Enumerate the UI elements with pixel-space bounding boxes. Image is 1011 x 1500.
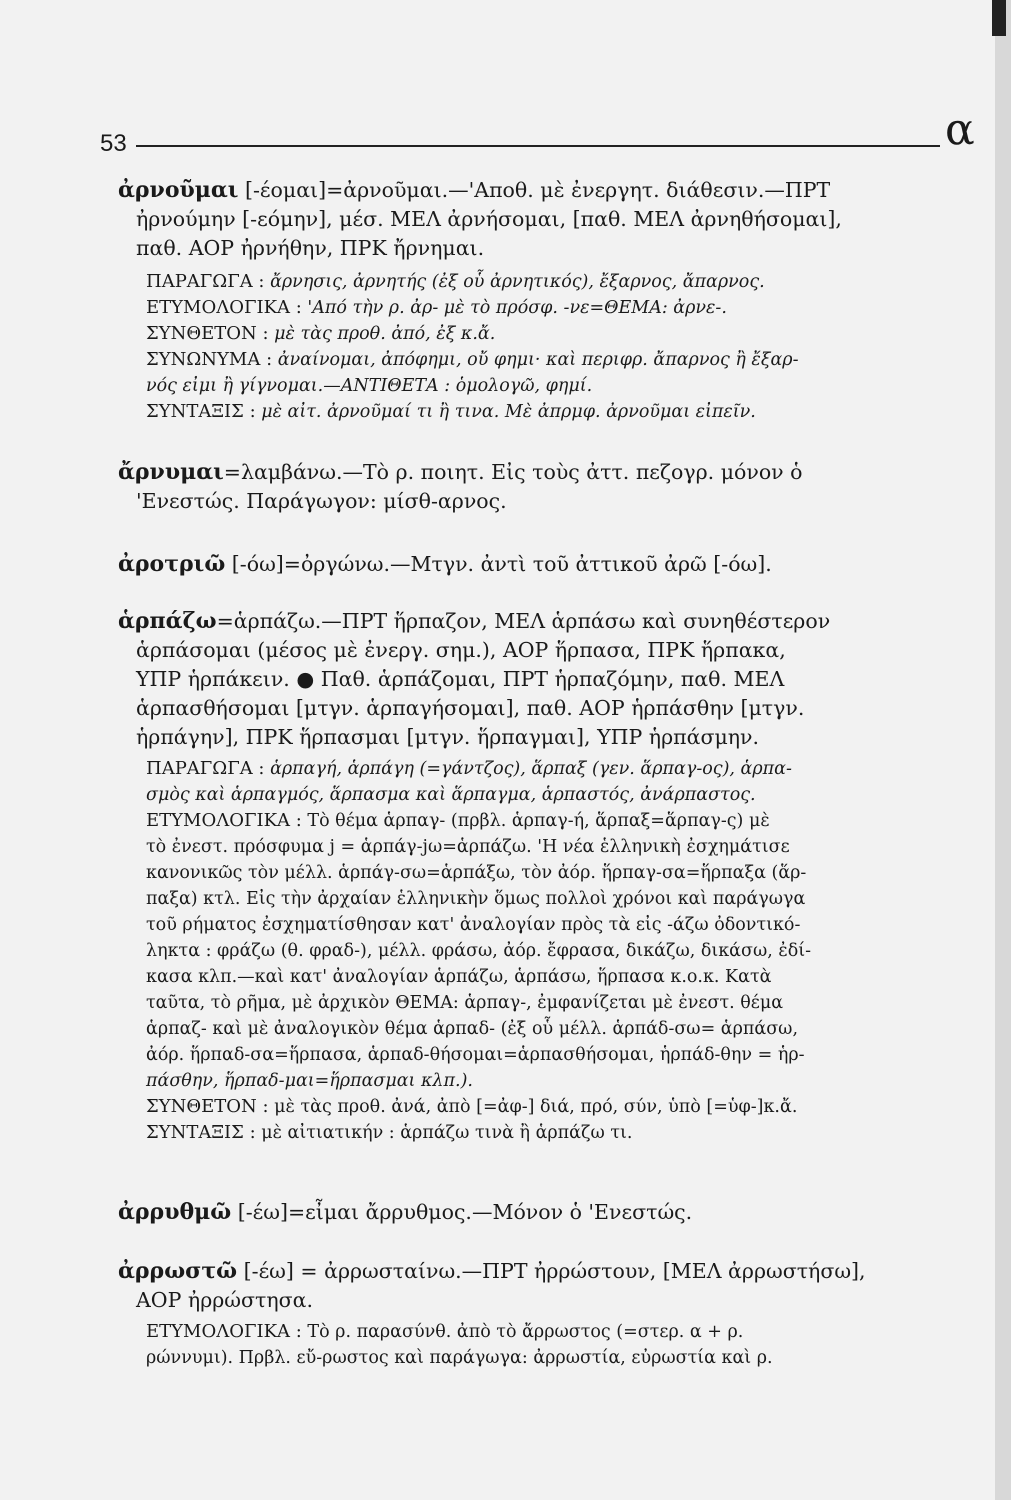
sub-label: ΣΥΝΤΑΞΙΣ : [146, 1122, 256, 1143]
sub-line [118, 964, 898, 990]
entry-line [118, 1257, 898, 1286]
entry-arotrio [118, 550, 898, 579]
sub-line [118, 782, 898, 808]
sub-text: μὲ αἰτιατικήν : ἁρπάζω τινὰ ἢ ἁρπάζω τι. [261, 1123, 633, 1143]
entry-arrosto [118, 1257, 898, 1371]
entry-line: ΑΟΡ ἠρρώστησα. [136, 1288, 313, 1312]
sub-line [118, 1068, 898, 1094]
entry-line [118, 1198, 898, 1227]
sub-text: νός εἰμι ἢ γίγνομαι.—ΑΝΤΙΘΕΤΑ : ὁμολογῶ, φημί. [146, 376, 593, 396]
entry-line [118, 458, 898, 487]
sub-text: σμὸς καὶ ἁρπαγμός, ἅρπασμα καὶ ἅρπαγμα, ἁρπαστός, ἀνάρπαστος. [146, 785, 756, 805]
sub-line [118, 295, 898, 321]
sub-label: ΠΑΡΑΓΩΓΑ : [146, 271, 265, 292]
sub-text: μὲ τὰς προθ. ἀνά, ἀπὸ [=ἀφ-] διά, πρό, σύν, ὑπὸ [=ὑφ-]κ.ἄ. [274, 1097, 798, 1117]
sub-line [118, 834, 898, 860]
page-header [100, 104, 975, 164]
sub-text: τὸ ἐνεστ. πρόσφυμα j = ἁρπάγ-jω=ἁρπάζω. 'Η νέα ἑλληνικὴ ἐσχημάτισε [146, 837, 790, 857]
page-number: 53 [100, 130, 127, 157]
sub-line [118, 1094, 898, 1120]
sub-line [118, 1016, 898, 1042]
sub-line [118, 1120, 898, 1146]
sub-line [118, 756, 898, 782]
sub-line [118, 990, 898, 1016]
scan-edge [995, 0, 1011, 1500]
entry-line: ἁρπάσομαι (μέσος μὲ ἐνεργ. σημ.), ΑΟΡ ἥρπασα, ΠΡΚ ἥρπακα, [136, 638, 786, 662]
sub-label: ΣΥΝΘΕΤΟΝ : [146, 1096, 269, 1117]
entry-arnymai [118, 458, 898, 516]
sub-label: ΕΤΥΜΟΛΟΓΙΚΑ : [146, 297, 302, 318]
lemma: ἀρρωστῶ [118, 1258, 238, 1284]
binding-mark [992, 0, 1006, 36]
sub-line [118, 1345, 898, 1371]
sub-label: ΠΑΡΑΓΩΓΑ : [146, 758, 265, 779]
entry-text: [-έω] = ἀρρωσταίνω.—ΠΡΤ ἠρρώστουν, [ΜΕΛ ἀρρωστήσω], [243, 1259, 866, 1283]
entry-text: [-έω]=εἶμαι ἄρρυθμος.—Μόνον ὁ 'Ενεστώς. [237, 1200, 693, 1224]
section-letter: α [945, 104, 975, 155]
sub-line [118, 1319, 898, 1345]
entry-text: [-όω]=ὀργώνω.—Μτγν. ἀντὶ τοῦ ἀττικοῦ ἀρῶ [-όω]. [231, 552, 772, 576]
sub-line [118, 321, 898, 347]
sub-line [118, 808, 898, 834]
sub-label: ΕΤΥΜΟΛΟΓΙΚΑ : [146, 810, 302, 831]
sub-line [118, 860, 898, 886]
sub-line [118, 912, 898, 938]
entry-arnoumai [118, 176, 898, 425]
sub-text: πάσθην, ἥρπαδ-μαι=ἥρπασμαι κλπ.). [146, 1071, 473, 1091]
lemma: ἄρνυμαι [118, 459, 224, 485]
sub-text: τοῦ ρήματος ἐσχηματίσθησαν κατ' ἀναλογίαν πρὸς τὰ εἰς -άζω ὀδοντικό- [146, 915, 801, 935]
lemma: ἀρνοῦμαι [118, 177, 239, 203]
entry-line: ἁρπασθήσομαι [μτγν. ἁρπαγήσομαι], παθ. ΑΟΡ ἡρπάσθην [μτγν. [136, 696, 805, 720]
entry-line: ΥΠΡ ἡρπάκειν. ● Παθ. ἁρπάζομαι, ΠΡΤ ἡρπαζόμην, παθ. ΜΕΛ [136, 667, 785, 691]
entry-line: 'Ενεστώς. Παράγωγον: μίσθ-αρνος. [136, 489, 507, 513]
sub-text: ρώννυμι). Πρβλ. εὔ-ρωστος καὶ παράγωγα: ἀρρωστία, εὐρωστία καὶ ρ. [146, 1348, 773, 1368]
sub-line [118, 269, 898, 295]
lemma: ἀροτριῶ [118, 551, 226, 577]
entry-line [118, 607, 898, 636]
sub-line [118, 1042, 898, 1068]
entry-arrythmo [118, 1198, 898, 1227]
header-rule [136, 145, 940, 147]
sub-line [118, 938, 898, 964]
sub-text: μὲ τὰς προθ. ἀπό, ἐξ κ.ἄ. [274, 324, 496, 344]
entry-line: ἠρνούμην [-εόμην], μέσ. ΜΕΛ ἀρνήσομαι, [παθ. ΜΕΛ ἀρνηθήσομαι], [136, 207, 842, 231]
entry-line: παθ. ΑΟΡ ἠρνήθην, ΠΡΚ ἤρνημαι. [136, 236, 485, 260]
sub-label: ΣΥΝΘΕΤΟΝ : [146, 323, 269, 344]
sub-text: ἀναίνομαι, ἀπόφημι, οὔ φημι· καὶ περιφρ. ἄπαρνος ἢ ἔξαρ- [277, 350, 799, 370]
sub-text: μὲ αἰτ. ἀρνοῦμαί τι ἢ τινα. Μὲ ἀπρμφ. ἀρνοῦμαι εἰπεῖν. [261, 402, 756, 422]
entry-text: [-έομαι]=ἀρνοῦμαι.—'Αποθ. μὲ ἐνεργητ. διάθεσιν.—ΠΡΤ [244, 178, 831, 202]
entry-line: ἡρπάγην], ΠΡΚ ἥρπασμαι [μτγν. ἥρπαγμαι], ΥΠΡ ἡρπάσμην. [136, 725, 760, 749]
entry-arpazo [118, 607, 898, 1146]
sub-text: 'Από τὴν ρ. ἀρ- μὲ τὸ πρόσφ. -νε=ΘΕΜΑ: ἀρνε-. [307, 298, 727, 318]
entry-line [118, 176, 898, 205]
sub-text: παξα) κτλ. Εἰς τὴν ἀρχαίαν ἑλληνικὴν ὅμως πολλοὶ χρόνοι καὶ παράγωγα [146, 889, 806, 909]
lemma: ἀρρυθμῶ [118, 1199, 232, 1225]
sub-text: κανονικῶς τὸν μέλλ. ἁρπάγ-σω=ἁρπάξω, τὸν ἀόρ. ἥρπαγ-σα=ἥρπαξα (ἅρ- [146, 863, 807, 883]
entry-line [118, 550, 898, 579]
sub-line [118, 373, 898, 399]
sub-text: ληκτα : φράζω (θ. φραδ-), μέλλ. φράσω, ἀόρ. ἔφρασα, δικάζω, δικάσω, ἐδί- [146, 941, 812, 961]
sub-text: ἄρνησις, ἀρνητής (ἐξ οὗ ἀρνητικός), ἔξαρνος, ἄπαρνος. [270, 272, 765, 292]
entry-text: =λαμβάνω.—Τὸ ρ. ποιητ. Εἰς τοὺς ἀττ. πεζογρ. μόνον ὁ [223, 460, 803, 484]
sub-text: ἁρπαζ- καὶ μὲ ἀναλογικὸν θέμα ἁρπαδ- (ἐξ οὗ μέλλ. ἁρπάδ-σω= ἁρπάσω, [146, 1019, 799, 1039]
sub-text: Τὸ θέμα ἁρπαγ- (πρβλ. ἁρπαγ-ή, ἅρπαξ=ἅρπαγ-ς) μὲ [307, 811, 770, 831]
sub-text: Τὸ ρ. παρασύνθ. ἀπὸ τὸ ἄρρωστος (=στερ. α + ρ. [307, 1322, 744, 1342]
lemma: ἁρπάζω [118, 608, 217, 634]
sub-text: κασα κλπ.—καὶ κατ' ἀναλογίαν ἁρπάζω, ἁρπάσω, ἥρπασα κ.ο.κ. Κατὰ [146, 967, 772, 987]
sub-label: ΣΥΝΩΝΥΜΑ : [146, 349, 273, 370]
sub-text: ἁρπαγή, ἁρπάγη (=γάντζος), ἅρπαξ (γεν. ἅρπαγ-ος), ἁρπα- [270, 759, 792, 779]
sub-line [118, 347, 898, 373]
sub-text: ἀόρ. ἥρπαδ-σα=ἥρπασα, ἁρπαδ-θήσομαι=ἁρπασθήσομαι, ἡρπάδ-θην = ἡρ- [146, 1045, 805, 1065]
sub-label: ΕΤΥΜΟΛΟΓΙΚΑ : [146, 1321, 302, 1342]
sub-line [118, 886, 898, 912]
sub-label: ΣΥΝΤΑΞΙΣ : [146, 401, 256, 422]
entry-text: =ἁρπάζω.—ΠΡΤ ἥρπαζον, ΜΕΛ ἁρπάσω καὶ συνηθέστερον [216, 609, 831, 633]
sub-line [118, 399, 898, 425]
sub-text: ταῦτα, τὸ ρῆμα, μὲ ἀρχικὸν ΘΕΜΑ: ἁρπαγ-, ἐμφανίζεται μὲ ἐνεστ. θέμα [146, 993, 784, 1013]
